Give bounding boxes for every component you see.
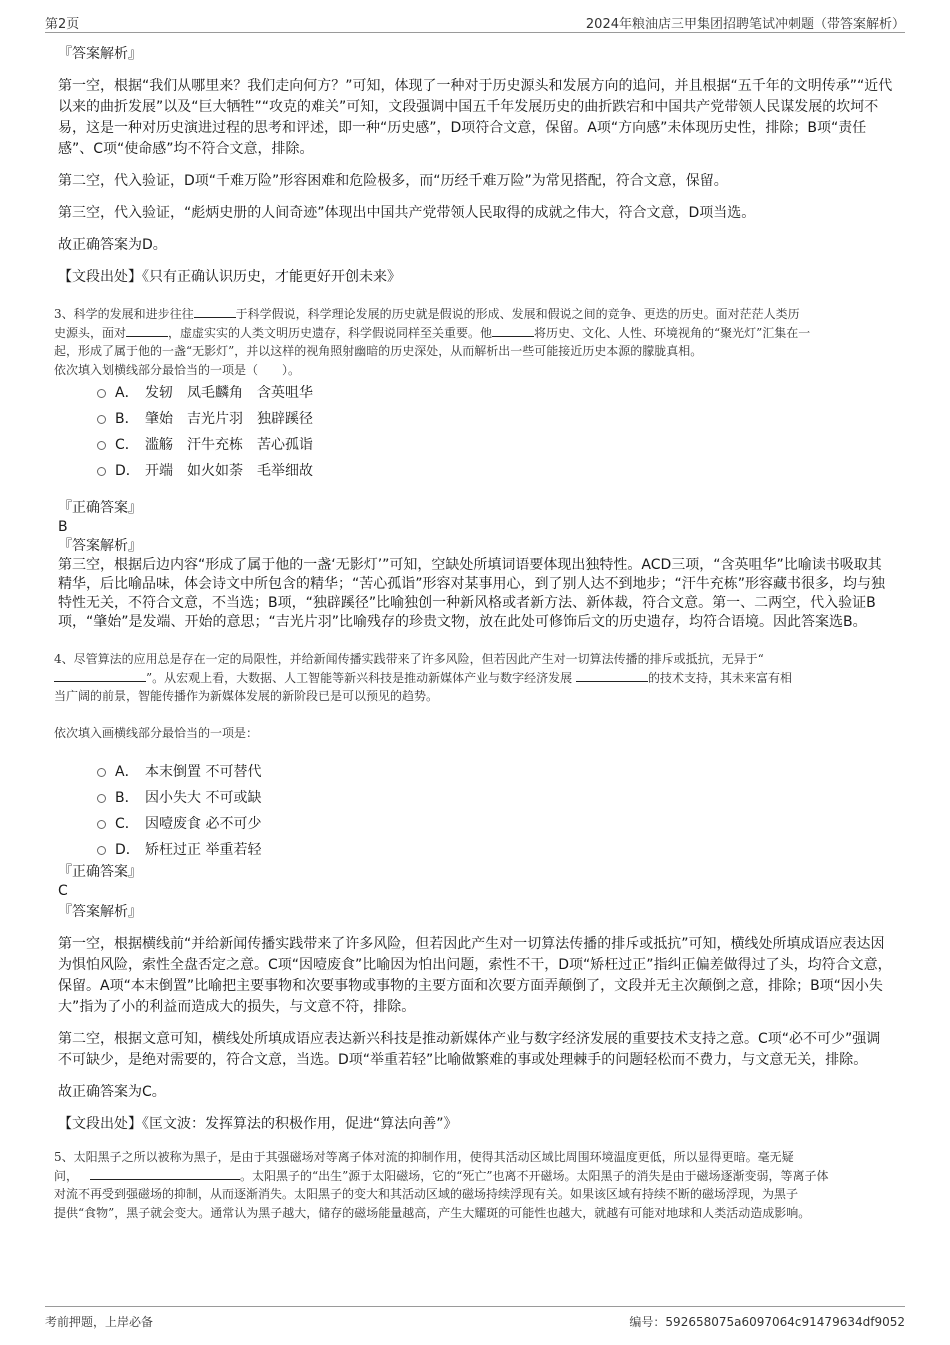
radio-icon[interactable] — [97, 768, 106, 777]
fill-blank — [54, 669, 146, 682]
passage-source: 【文段出处】《只有正确认识历史，才能更好开创未来》 — [58, 269, 401, 285]
question-prompt: 依次填入划横线部分最恰当的一项是（ ）。 — [54, 362, 301, 377]
options-list — [58, 759, 894, 863]
fill-blank — [492, 324, 534, 337]
correct-answer: C — [58, 883, 68, 899]
footer-slogan: 考前押题，上岸必备 — [45, 1315, 154, 1329]
answer-conclusion: 故正确答案为D。 — [58, 237, 167, 253]
analysis-tag: 『答案解析』 — [58, 904, 142, 920]
radio-icon[interactable] — [97, 846, 106, 855]
analysis-paragraph: 第三空，代入验证，“彪炳史册的人间奇迹”体现出中国共产党带领人民取得的成就之伟大，符合文意，D项当选。 — [58, 205, 756, 221]
page-header — [45, 10, 905, 33]
option-b[interactable]: B． 肇始 吉光片羽 独辟蹊径 — [58, 406, 894, 432]
option-a[interactable]: A． 发轫 凤毛麟角 含英咀华 — [58, 380, 894, 406]
document-title: 2024年粮油店三甲集团招聘笔试冲刺题（带答案解析） — [585, 17, 905, 32]
previous-question-analysis — [58, 44, 894, 288]
radio-icon[interactable] — [97, 441, 106, 450]
question-3 — [54, 305, 894, 632]
question-stem: 3、科学的发展和进步往往 于科学假说，科学理论发展的历史就是假说的形成、发展和假说之间的竞争、更迭的历史。面对茫茫人类历 史源头，面对 ，虚虚实实的人类文明历史遗存，科学假说同样至关重要。他 将历史、文化、人性、环境视角的“聚光灯”汇集在一 起，形成了属于他的一盏“无影灯”，并以这样的视角照射幽暗的历史深处，从而解析出一些可能接近历史本源的朦胧真相。 依次填入划横线部分最恰当的一项是（ ）。 — [54, 307, 811, 377]
question-stem: 5、太阳黑子之所以被称为黑子，是由于其强磁场对等离子体对流的抑制作用，使得其活动区域比周围环境温度更低，所以显得更暗。毫无疑 问， 。太阳黑子的“出生”源于太阳磁场，它的“死亡”也离不开磁场。太阳黑子的消失是由于磁场逐渐变弱，等离子体 对流不再受到强磁场的抑制，从而逐渐消失。太阳黑子的变大和其活动区域的磁场持续浮现有关。如果该区域有持续不断的磁场浮现，为黑子 提供“食物”，黑子就会变大。通常认为黑子越大，储存的磁场能量越高，产生大耀斑的可能性也越大，就越有可能对地球和人类活动造成影响。 — [54, 1150, 829, 1220]
option-b[interactable]: B． 因小失大 不可或缺 — [58, 785, 894, 811]
page-footer — [45, 1306, 905, 1331]
options-list — [58, 380, 894, 484]
radio-icon[interactable] — [97, 389, 106, 398]
passage-source: 【文段出处】《匡文波：发挥算法的积极作用，促进“算法向善”》 — [58, 1116, 458, 1132]
fill-blank — [194, 305, 236, 318]
analysis-paragraph: 第二空，代入验证，D项“千难万险”形容困难和危险极多，而“历经千难万险”为常见搭配，符合文意，保留。 — [58, 173, 728, 189]
fill-blank — [126, 324, 168, 337]
correct-answer-tag: 『正确答案』 — [58, 500, 142, 516]
option-c[interactable]: C． 滥觞 汗牛充栋 苦心孤诣 — [58, 432, 894, 458]
option-c[interactable]: C． 因噎废食 必不可少 — [58, 811, 894, 837]
radio-icon[interactable] — [97, 467, 106, 476]
question-prompt: 依次填入画横线部分最恰当的一项是： — [54, 725, 259, 740]
fill-blank — [90, 1167, 240, 1180]
option-a[interactable]: A． 本末倒置 不可替代 — [58, 759, 894, 785]
page-content — [54, 44, 894, 1222]
option-d[interactable]: D． 矫枉过正 举重若轻 — [58, 837, 894, 863]
analysis-tag: 『答案解析』 — [58, 538, 142, 554]
radio-icon[interactable] — [97, 820, 106, 829]
radio-icon[interactable] — [97, 794, 106, 803]
answer-conclusion: 故正确答案为C。 — [58, 1084, 166, 1100]
analysis-paragraph: 第一空，根据横线前“并给新闻传播实践带来了许多风险，但若因此产生对一切算法传播的排斥或抵抗”可知，横线处所填成语应表达因为惧怕风险，索性全盘否定之意。C项“因噎废食”比喻因为怕出问题，索性不干，D项“矫枉过正”指纠正偏差做得过了头，均符合文意，保留。A项“本末倒置”比喻把主要事物和次要事物或事物的主要方面和次要方面弄颠倒了，文段并无主次颠倒之意，排除；B项“因小失大”指为了小的利益而造成大的损失，与文意不符，排除。 — [58, 936, 892, 1015]
document-id: 编号：592658075a6097064c91479634df9052 — [629, 1315, 905, 1329]
page-number: 第2页 — [45, 17, 80, 32]
fill-blank — [576, 669, 648, 682]
option-d[interactable]: D． 开端 如火如荼 毛举细故 — [58, 458, 894, 484]
analysis-tag: 『答案解析』 — [58, 46, 142, 62]
analysis-paragraph: 第三空，根据后边内容“形成了属于他的一盏‘无影灯’”可知，空缺处所填词语要体现出独特性。ACD三项，“含英咀华”比喻读书吸取其精华，后比喻品味，体会诗文中所包含的精华；“苦心孤诣”形容对某事用心，到了别人达不到地步；“汗牛充栋”形容藏书很多，均与独特性无关，不符合文意，不当选；B项，“独辟蹊径”比喻独创一种新风格或者新方法、新体裁，符合文意。第一、二两空，代入验证B项，“肇始”是发端、开始的意思；“吉光片羽”比喻残存的珍贵文物，放在此处可修饰后文的历史遗存，均符合语境。因此答案选B。 — [58, 557, 886, 630]
correct-answer-tag: 『正确答案』 — [58, 864, 142, 880]
question-5 — [54, 1148, 894, 1222]
analysis-paragraph: 第一空，根据“我们从哪里来？我们走向何方？”可知，体现了一种对于历史源头和发展方向的追问，并且根据“五千年的文明传承”“近代以来的曲折发展”以及“巨大牺牲”“攻克的难关”可知，文段强调中国五千年发展历史的曲折跌宕和中国共产党带领人民谋发展的坎坷不易，这是一种对历史演进过程的思考和评述，即一种“历史感”，D项符合文意，保留。A项“方向感”未体现历史性，排除；B项“责任感”、C项“使命感”均不符合文意，排除。 — [58, 78, 893, 157]
analysis-paragraph: 第二空，根据文意可知，横线处所填成语应表达新兴科技是推动新媒体产业与数字经济发展的重要技术支持之意。C项“必不可少”强调不可缺少，是绝对需要的，符合文意，当选。D项“举重若轻”比喻做繁难的事或处理棘手的问题轻松而不费力，与文意无关，排除。 — [58, 1031, 881, 1068]
radio-icon[interactable] — [97, 415, 106, 424]
question-stem: 4、尽管算法的应用总是存在一定的局限性，并给新闻传播实践带来了许多风险，但若因此产生对一切算法传播的排斥或抵抗，无异于“ ”。从宏观上看，大数据、人工智能等新兴科技是推动新媒体产业与数字经济发展 的技术支持，其未来富有相 当广阔的前景，智能传播作为新媒体发展的新阶段已是可以预见的趋势。 — [54, 652, 792, 703]
question-4 — [54, 650, 894, 1135]
correct-answer: B — [58, 519, 68, 535]
